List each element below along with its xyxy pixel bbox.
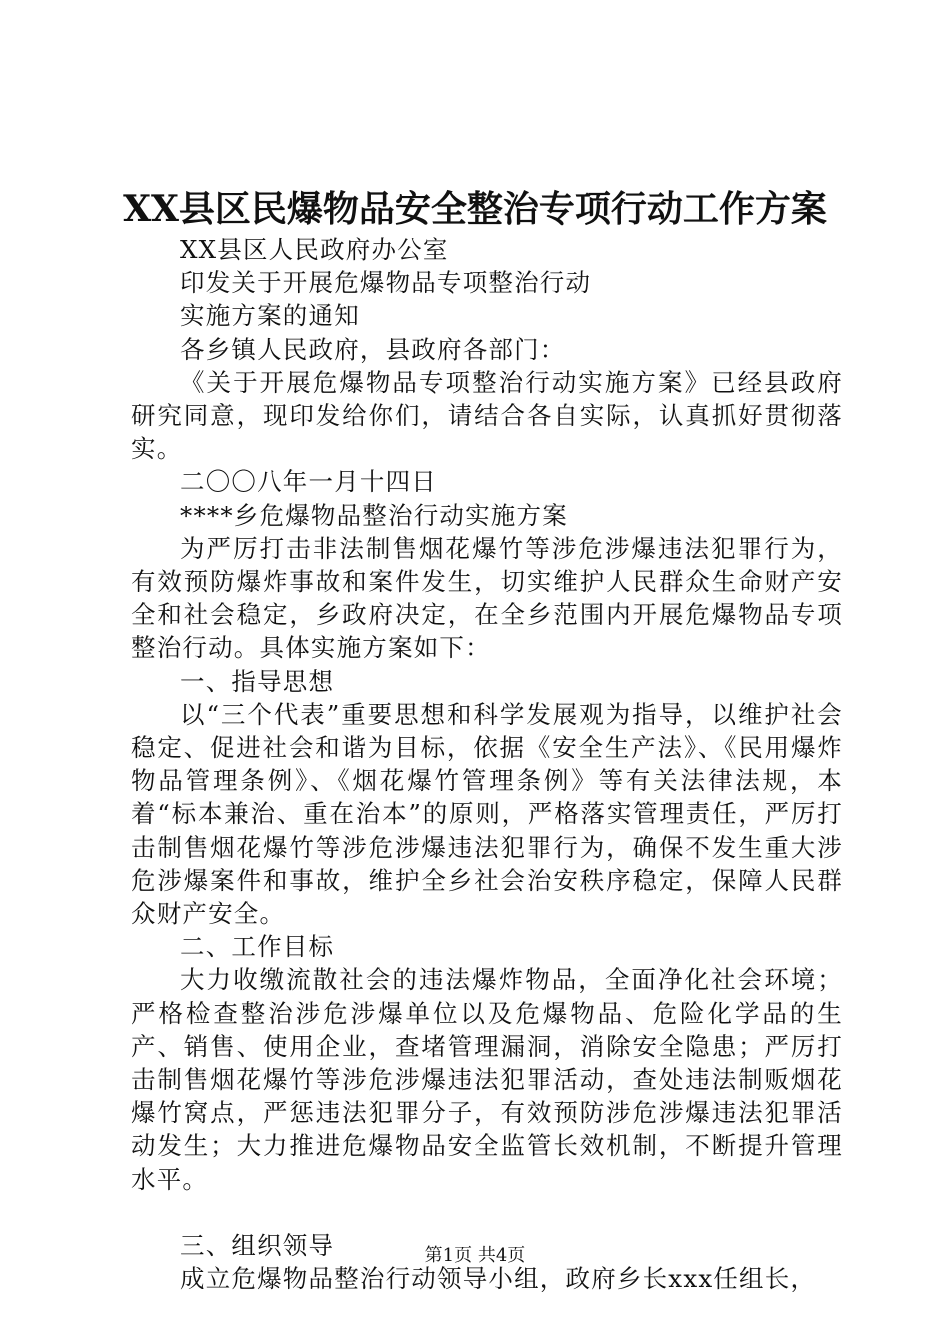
paragraph-notice-title-2: 实施方案的通知 [180, 301, 360, 331]
paragraph-organization: 成立危爆物品整治行动领导小组，政府乡长xxx任组长， [180, 1264, 817, 1294]
paragraph-plan-title: ****乡危爆物品整治行动实施方案 [180, 500, 568, 530]
paragraph-date: 二〇〇八年一月十四日 [180, 467, 437, 497]
document-body [131, 233, 843, 1295]
section-heading-organization: 三、组织领导 [180, 1230, 335, 1260]
paragraph-issuer: XX县区人民政府办公室 [180, 235, 449, 264]
section-heading-work-goals: 二、工作目标 [180, 932, 335, 962]
document-title: XX县区民爆物品安全整治专项行动工作方案 [123, 188, 827, 230]
section-heading-guiding-thought: 一、指导思想 [180, 666, 335, 696]
paragraph-notice-body: 《关于开展危爆物品专项整治行动实施方案》已经县政府研究同意，现印发给你们，请结合各自实际，认真抓好贯彻落实。 [131, 367, 843, 464]
paragraph-guiding-thought: 以“三个代表”重要思想和科学发展观为指导，以维护社会稳定、促进社会和谐为目标，依据《安全生产法》、《民用爆炸物品管理条例》、《烟花爆竹管理条例》等有关法律法规，本着“标本兼治、重在治本”的原则，严格落实管理责任，严厉打击制售烟花爆竹等涉危涉爆违法犯罪行为，确保不发生重大涉危涉爆案件和事故，维护全乡社会治安秩序稳定，保障人民群众财产安全。 [131, 699, 843, 929]
paragraph-recipients: 各乡镇人民政府，县政府各部门： [180, 334, 566, 364]
paragraph-work-goals: 大力收缴流散社会的违法爆炸物品，全面净化社会环境；严格检查整治涉危涉爆单位以及危爆物品、危险化学品的生产、销售、使用企业，查堵管理漏洞，消除安全隐患；严厉打击制售烟花爆竹等涉危涉爆违法犯罪活动，查处违法制贩烟花爆竹窝点，严惩违法犯罪分子，有效预防涉危涉爆违法犯罪活动发生；大力推进危爆物品安全监管长效机制，不断提升管理水平。 [131, 965, 843, 1194]
page-footer: 第1页 共4页 [424, 1245, 526, 1266]
paragraph-intro: 为严厉打击非法制售烟花爆竹等涉危涉爆违法犯罪行为，有效预防爆炸事故和案件发生，切实维护人民群众生命财产安全和社会稳定，乡政府决定，在全乡范围内开展危爆物品专项整治行动。具体实施方案如下： [131, 533, 843, 663]
paragraph-notice-title-1: 印发关于开展危爆物品专项整治行动 [180, 268, 592, 298]
